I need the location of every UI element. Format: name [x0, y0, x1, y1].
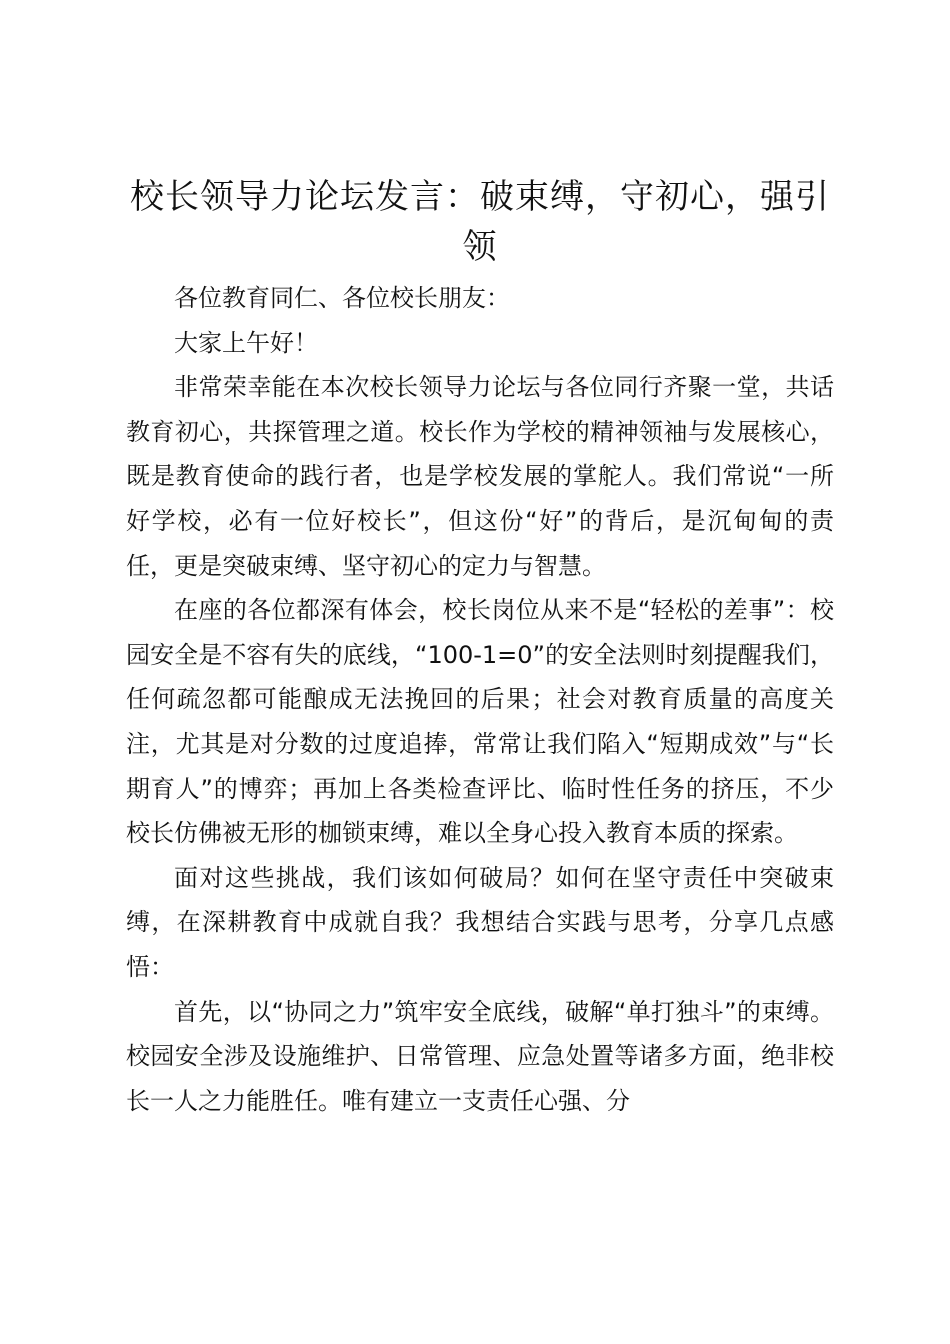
document-title: 校长领导力论坛发言：破束缚，守初心，强引领	[130, 177, 830, 267]
greeting-paragraph: 大家上午好！	[174, 328, 318, 357]
body-paragraph: 面对这些挑战，我们该如何破局？如何在坚守责任中突破束缚，在深耕教育中成就自我？我想结合实践与思考，分享几点感悟：	[126, 863, 834, 981]
document-body	[126, 276, 834, 1123]
salutation-paragraph: 各位教育同仁、各位校长朋友：	[174, 284, 510, 312]
body-paragraph: 首先，以“协同之力”筑牢安全底线，破解“单打独斗”的束缚。校园安全涉及设施维护、日常管理、应急处置等诸多方面，绝非校长一人之力能胜任。唯有建立一支责任心强、分	[126, 997, 834, 1115]
body-paragraph: 在座的各位都深有体会，校长岗位从来不是“轻松的差事”：校园安全是不容有失的底线，“100-1=0”的安全法则时刻提醒我们，任何疏忽都可能酿成无法挽回的后果；社会对教育质量的高度关注，尤其是对分数的过度追捧，常常让我们陷入“短期成效”与“长期育人”的博弈；再加上各类检查评比、临时性任务的挤压，不少校长仿佛被无形的枷锁束缚，难以全身心投入教育本质的探索。	[126, 596, 834, 848]
body-paragraph: 非常荣幸能在本次校长领导力论坛与各位同行齐聚一堂，共话教育初心，共探管理之道。校长作为学校的精神领袖与发展核心，既是教育使命的践行者，也是学校发展的掌舵人。我们常说“一所好学校，必有一位好校长”，但这份“好”的背后，是沉甸甸的责任，更是突破束缚、坚守初心的定力与智慧。	[126, 373, 834, 580]
